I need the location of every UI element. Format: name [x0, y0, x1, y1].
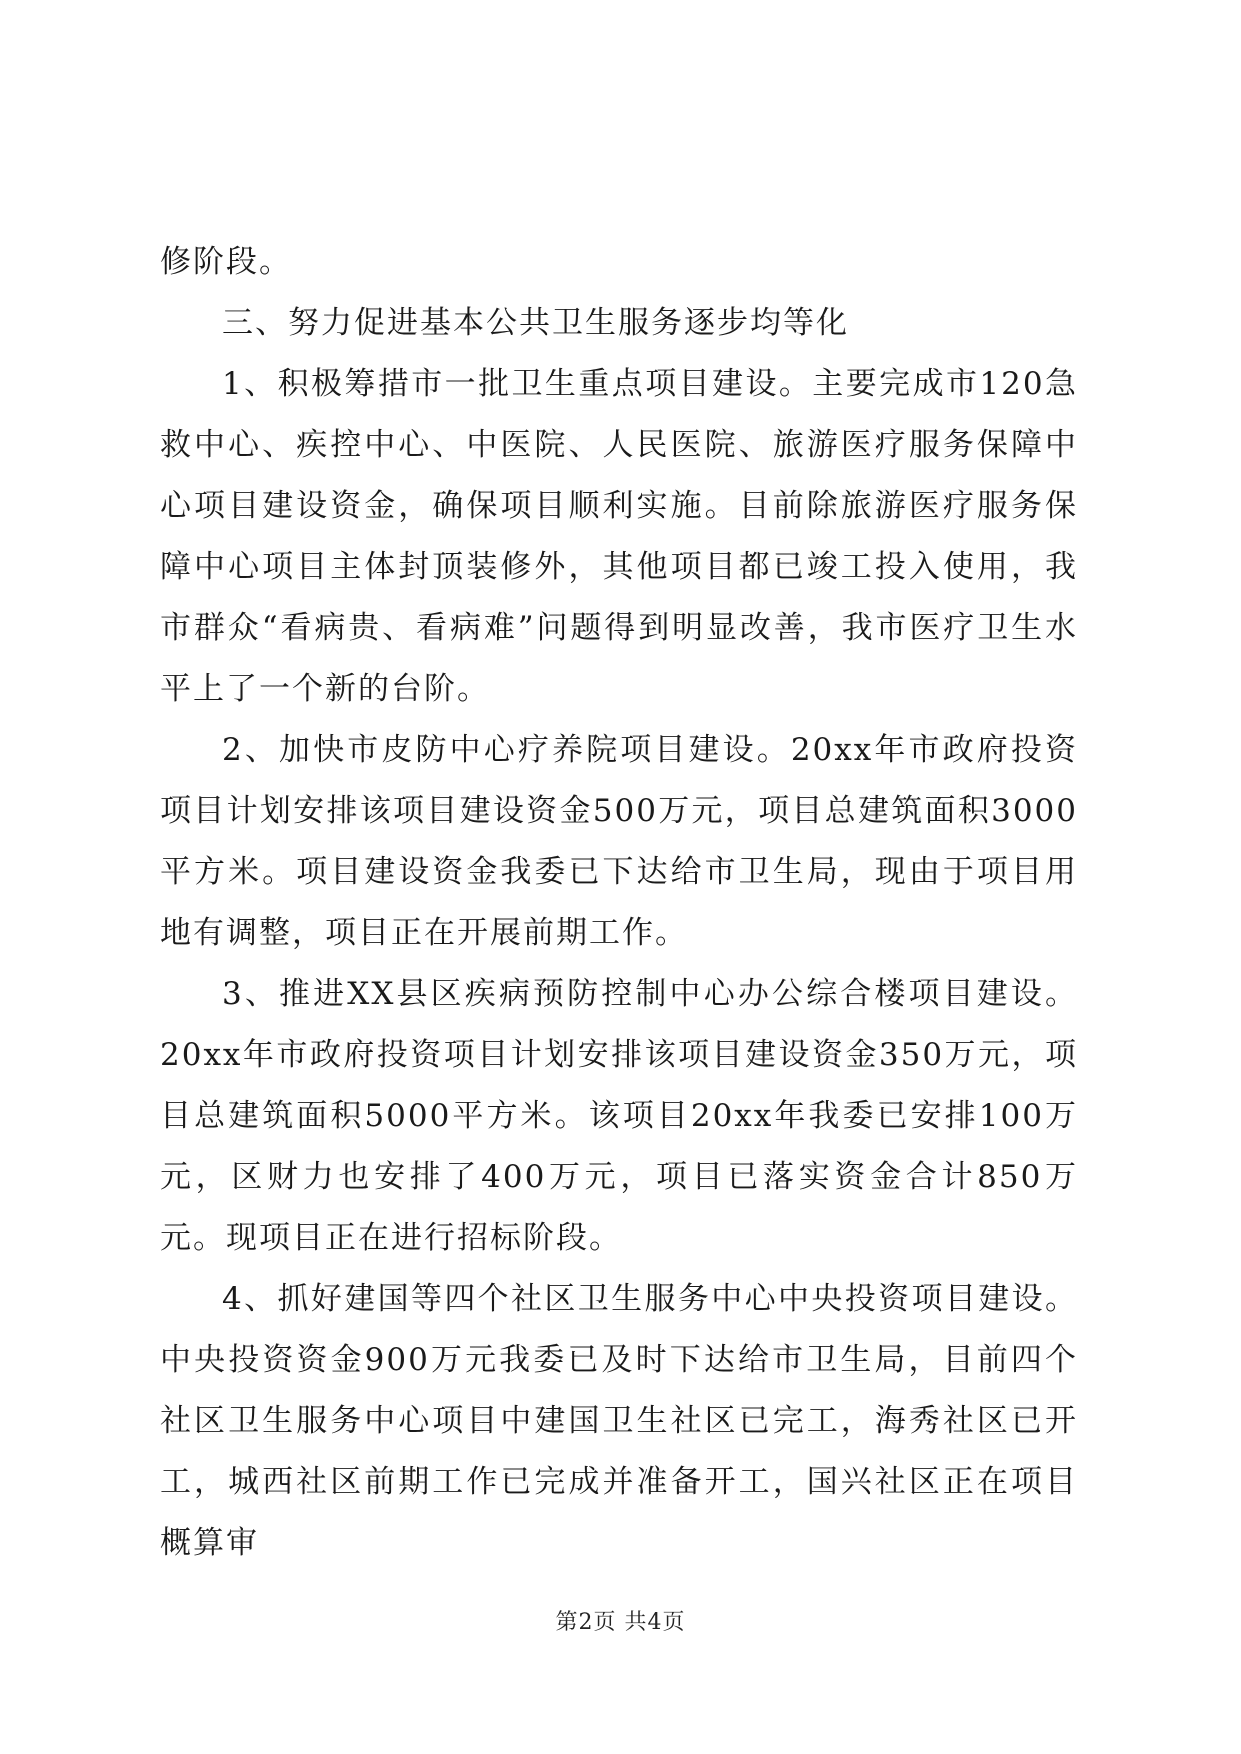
paragraph-item-1: 1、积极筹措市一批卫生重点项目建设。主要完成市120急救中心、疾控中心、中医院、人民医院、旅游医疗服务保障中心项目建设资金，确保项目顺利实施。目前除旅游医疗服务保障中心项目主体封顶装修外，其他项目都已竣工投入使用，我市群众“看病贵、看病难”问题得到明显改善，我市医疗卫生水平上了一个新的台阶。	[160, 366, 1078, 707]
paragraph-item-4: 4、抓好建国等四个社区卫生服务中心中央投资项目建设。中央投资资金900万元我委已及时下达给市卫生局，目前四个社区卫生服务中心项目中建国卫生社区已完工，海秀社区已开工，城西社区前期工作已完成并准备开工，国兴社区正在项目概算审	[160, 1281, 1078, 1561]
section-heading: 三、努力促进基本公共卫生服务逐步均等化	[222, 305, 849, 341]
document-body	[160, 232, 1078, 1574]
paragraph-continuation: 修阶段。	[160, 244, 292, 280]
page-footer: 第2页 共4页	[555, 1610, 686, 1635]
paragraph-item-2: 2、加快市皮防中心疗养院项目建设。20xx年市政府投资项目计划安排该项目建设资金500万元，项目总建筑面积3000平方米。项目建设资金我委已下达给市卫生局，现由于项目用地有调整，项目正在开展前期工作。	[160, 732, 1078, 951]
paragraph-item-3: 3、推进XX县区疾病预防控制中心办公综合楼项目建设。20xx年市政府投资项目计划安排该项目建设资金350万元，项目总建筑面积5000平方米。该项目20xx年我委已安排100万元，区财力也安排了400万元，项目已落实资金合计850万元。现项目正在进行招标阶段。	[160, 976, 1078, 1256]
